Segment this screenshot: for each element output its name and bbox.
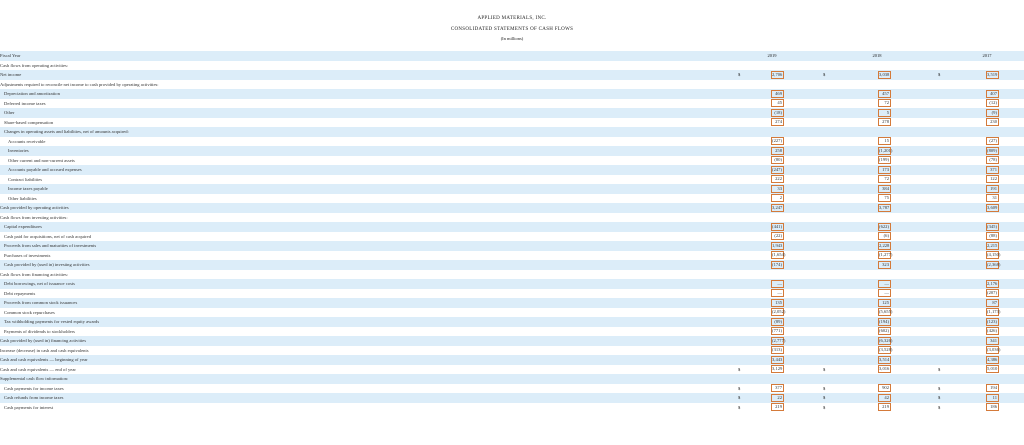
table-row <box>0 346 1024 356</box>
value-cell: 42 <box>878 394 891 402</box>
table-row <box>0 270 1024 280</box>
table-row <box>0 260 1024 270</box>
row-label: Fiscal Year <box>0 53 21 58</box>
value-cell: (1,277) <box>879 252 893 257</box>
row-label: Cash provided by (used in) financing activities <box>0 338 86 343</box>
value-cell: 2,215 <box>987 242 998 248</box>
row-label: Other liabilities <box>8 195 37 201</box>
row-label: Debt repayments <box>4 290 36 296</box>
table-row <box>0 327 1024 337</box>
currency-symbol: $ <box>823 366 826 372</box>
row-label: Net income <box>0 72 22 77</box>
row-label: Cash payments for income taxes <box>4 385 64 391</box>
row-label: Proceeds from sales and maturities of investments <box>4 243 97 248</box>
value-cell: — <box>878 289 891 297</box>
table-row <box>0 403 1024 413</box>
table-row <box>0 80 1024 90</box>
value-cell: 186 <box>986 403 999 411</box>
value-cell: 278 <box>878 118 891 126</box>
value-cell: 122 <box>986 175 999 183</box>
value-cell: (602) <box>879 328 889 333</box>
value-cell: 219 <box>878 403 891 411</box>
value-cell: (9) <box>986 109 999 117</box>
units-note: (In millions) <box>500 36 524 41</box>
row-label: Contract liabilities <box>8 176 43 182</box>
table-row <box>0 127 1024 137</box>
value-cell: 3,038 <box>879 71 890 77</box>
row-label: Cash flows from financing activities: <box>0 271 69 277</box>
value-cell: (6) <box>878 232 891 240</box>
row-label: Inventories <box>8 148 29 153</box>
row-label: Other <box>4 110 15 115</box>
table-row <box>0 241 1024 251</box>
table-row <box>0 213 1024 223</box>
value-cell: 274 <box>771 118 784 126</box>
value-cell: 3,787 <box>879 204 890 210</box>
row-label: Depreciation and amortization <box>4 91 60 96</box>
value-cell: 384 <box>878 185 891 193</box>
table-row <box>0 146 1024 156</box>
row-label: Income taxes payable <box>8 186 48 191</box>
column-year: 2018 <box>872 53 882 58</box>
row-label: Purchases of investments <box>4 252 51 258</box>
value-cell: 377 <box>771 384 784 392</box>
value-cell: (345) <box>987 223 997 229</box>
value-cell: 1,943 <box>772 242 783 248</box>
row-label: Accounts payable and accrued expenses <box>8 167 82 172</box>
value-cell: (1,201) <box>879 147 893 153</box>
value-cell: 75 <box>878 194 891 202</box>
value-cell: 5 <box>878 109 891 117</box>
value-cell: (622) <box>879 223 889 229</box>
value-cell: (809) <box>987 147 997 153</box>
currency-symbol: $ <box>938 366 941 372</box>
value-cell: 3,519 <box>987 71 998 77</box>
value-cell: (441) <box>772 223 782 229</box>
table-row <box>0 51 1024 61</box>
value-cell: 222 <box>771 175 784 183</box>
table-row <box>0 184 1024 194</box>
currency-symbol: $ <box>738 385 741 391</box>
currency-symbol: $ <box>823 395 826 400</box>
value-cell: 3,016 <box>879 366 890 371</box>
table-row <box>0 355 1024 365</box>
currency-symbol: $ <box>738 395 741 400</box>
table-row <box>0 108 1024 118</box>
value-cell: 22 <box>771 394 784 402</box>
currency-symbol: $ <box>823 385 826 391</box>
value-cell: 31 <box>986 194 999 202</box>
value-cell: (3,036) <box>987 347 1001 352</box>
row-label: Cash flows from operating activities: <box>0 62 69 68</box>
row-label: Tax withholding payments for vested equity awards <box>4 319 100 324</box>
table-row <box>0 194 1024 204</box>
table-row <box>0 156 1024 166</box>
value-cell: 72 <box>878 99 891 107</box>
value-cell: 3,514 <box>879 356 890 362</box>
row-label: Cash provided by operating activities <box>0 205 69 210</box>
value-cell: (2,052) <box>772 309 786 314</box>
value-cell: (771) <box>772 328 782 333</box>
table-row <box>0 222 1024 232</box>
value-cell: (2,368) <box>987 261 1001 267</box>
row-label: Cash payments for interest <box>4 404 54 410</box>
row-label: Cash paid for acquisitions, net of cash acquired <box>4 233 92 239</box>
cash-flow-table <box>0 51 1024 412</box>
table-row <box>0 165 1024 175</box>
value-cell: (194) <box>879 318 889 324</box>
value-cell: (174) <box>772 261 782 267</box>
table-row <box>0 374 1024 384</box>
row-label: Deferred income taxes <box>4 100 46 106</box>
value-cell: 323 <box>878 261 891 269</box>
row-label: Cash refunds from income taxes <box>4 395 64 400</box>
table-row <box>0 137 1024 147</box>
value-cell: (80) <box>771 156 784 164</box>
value-cell: (2,777) <box>772 337 786 343</box>
value-cell: (1,654) <box>772 252 786 257</box>
currency-symbol: $ <box>938 395 941 400</box>
currency-symbol: $ <box>938 72 941 77</box>
table-row <box>0 365 1024 375</box>
value-cell: (123) <box>987 318 997 324</box>
company-name: APPLIED MATERIALS, INC. <box>477 16 547 21</box>
row-label: Share-based compensation <box>4 119 54 125</box>
value-cell: — <box>878 280 891 288</box>
row-label: Capital expenditures <box>4 224 42 229</box>
value-cell: (78) <box>986 156 999 164</box>
value-cell: 3,609 <box>987 204 998 210</box>
value-cell: (22) <box>771 232 784 240</box>
value-cell: (12) <box>986 99 999 107</box>
value-cell: 258 <box>771 147 784 155</box>
row-label: Accounts receivable <box>8 138 46 144</box>
value-cell: 469 <box>771 90 784 98</box>
table-row <box>0 203 1024 213</box>
value-cell: (3,528) <box>879 347 893 352</box>
row-label: Common stock repurchases <box>4 309 55 315</box>
table-row <box>0 61 1024 71</box>
table-row <box>0 118 1024 128</box>
value-cell: (227) <box>772 138 782 143</box>
value-cell: (199) <box>879 157 889 162</box>
value-cell: (5,655) <box>879 309 893 314</box>
value-cell: (89) <box>771 318 784 326</box>
row-label: Cash provided by (used in) investing activities <box>4 262 90 267</box>
row-label: Proceeds from common stock issuances <box>4 300 78 305</box>
value-cell: 11 <box>986 394 999 402</box>
row-label: Increase (decrease) in cash and cash equivalents <box>0 347 89 353</box>
table-row <box>0 99 1024 109</box>
value-cell: 33 <box>771 185 784 193</box>
column-year: 2017 <box>982 53 992 58</box>
table-row <box>0 393 1024 403</box>
table-row <box>0 89 1024 99</box>
value-cell: 3,443 <box>772 356 783 362</box>
table-row <box>0 336 1024 346</box>
value-cell: (313) <box>772 347 782 352</box>
value-cell: 341 <box>986 337 999 345</box>
value-cell: 5,010 <box>987 366 998 371</box>
table-row <box>0 384 1024 394</box>
table-row <box>0 251 1024 261</box>
value-cell: (6,326) <box>879 337 893 343</box>
currency-symbol: $ <box>938 404 941 410</box>
value-cell: (207) <box>987 290 997 295</box>
value-cell: (247) <box>772 166 782 172</box>
currency-symbol: $ <box>938 385 941 391</box>
currency-symbol: $ <box>823 404 826 410</box>
value-cell: 72 <box>878 175 891 183</box>
statement-title: CONSOLIDATED STATEMENTS OF CASH FLOWS <box>450 27 574 32</box>
value-cell: 2,176 <box>987 280 998 286</box>
value-cell: 230 <box>986 118 999 126</box>
value-cell: 407 <box>986 90 999 98</box>
table-row <box>0 175 1024 185</box>
row-label: Payments of dividends to stockholders <box>4 328 75 334</box>
row-label: Cash and cash equivalents — beginning of year <box>0 357 88 362</box>
column-year: 2019 <box>767 53 777 58</box>
value-cell: (4,150) <box>987 252 1001 257</box>
value-cell: 173 <box>878 166 891 174</box>
row-label: Debt borrowings, net of issuance costs <box>4 281 75 286</box>
value-cell: 135 <box>771 299 784 307</box>
value-cell: (18) <box>771 109 784 117</box>
value-cell: 15 <box>878 137 891 145</box>
value-cell: 45 <box>771 99 784 107</box>
value-cell: 3,247 <box>772 204 783 210</box>
row-label: Supplemental cash flow information: <box>0 376 69 381</box>
value-cell: 191 <box>986 185 999 193</box>
value-cell: (88) <box>986 232 999 240</box>
value-cell: 219 <box>771 403 784 411</box>
value-cell: (27) <box>986 137 999 145</box>
value-cell: 87 <box>986 299 999 307</box>
value-cell: 194 <box>986 384 999 392</box>
row-label: Cash and cash equivalents — end of year <box>0 366 76 372</box>
value-cell: 3,129 <box>772 366 783 371</box>
value-cell: (1,173) <box>987 309 1001 314</box>
table-row <box>0 70 1024 80</box>
row-label: Cash flows from investing activities: <box>0 214 68 220</box>
table-row <box>0 232 1024 242</box>
row-label: Adjustments required to reconcile net income to cash provided by operating activities: <box>0 81 159 87</box>
value-cell: — <box>771 280 784 288</box>
currency-symbol: $ <box>823 72 826 77</box>
currency-symbol: $ <box>738 366 741 372</box>
currency-symbol: $ <box>738 404 741 410</box>
value-cell: (426) <box>987 328 997 333</box>
value-cell: 4,386 <box>987 356 998 362</box>
table-row <box>0 308 1024 318</box>
value-cell: — <box>771 289 784 297</box>
value-cell: 2 <box>771 194 784 202</box>
table-row <box>0 289 1024 299</box>
value-cell: 2,706 <box>772 71 783 77</box>
table-row <box>0 317 1024 327</box>
value-cell: 902 <box>878 384 891 392</box>
row-label: Changes in operating assets and liabilities, net of amounts acquired: <box>4 129 129 134</box>
value-cell: 457 <box>878 90 891 98</box>
table-row <box>0 298 1024 308</box>
value-cell: 125 <box>878 299 891 307</box>
value-cell: 2,228 <box>879 242 890 248</box>
table-row <box>0 279 1024 289</box>
value-cell: 371 <box>986 166 999 174</box>
currency-symbol: $ <box>738 72 741 77</box>
row-label: Other current and non-current assets <box>8 157 75 163</box>
